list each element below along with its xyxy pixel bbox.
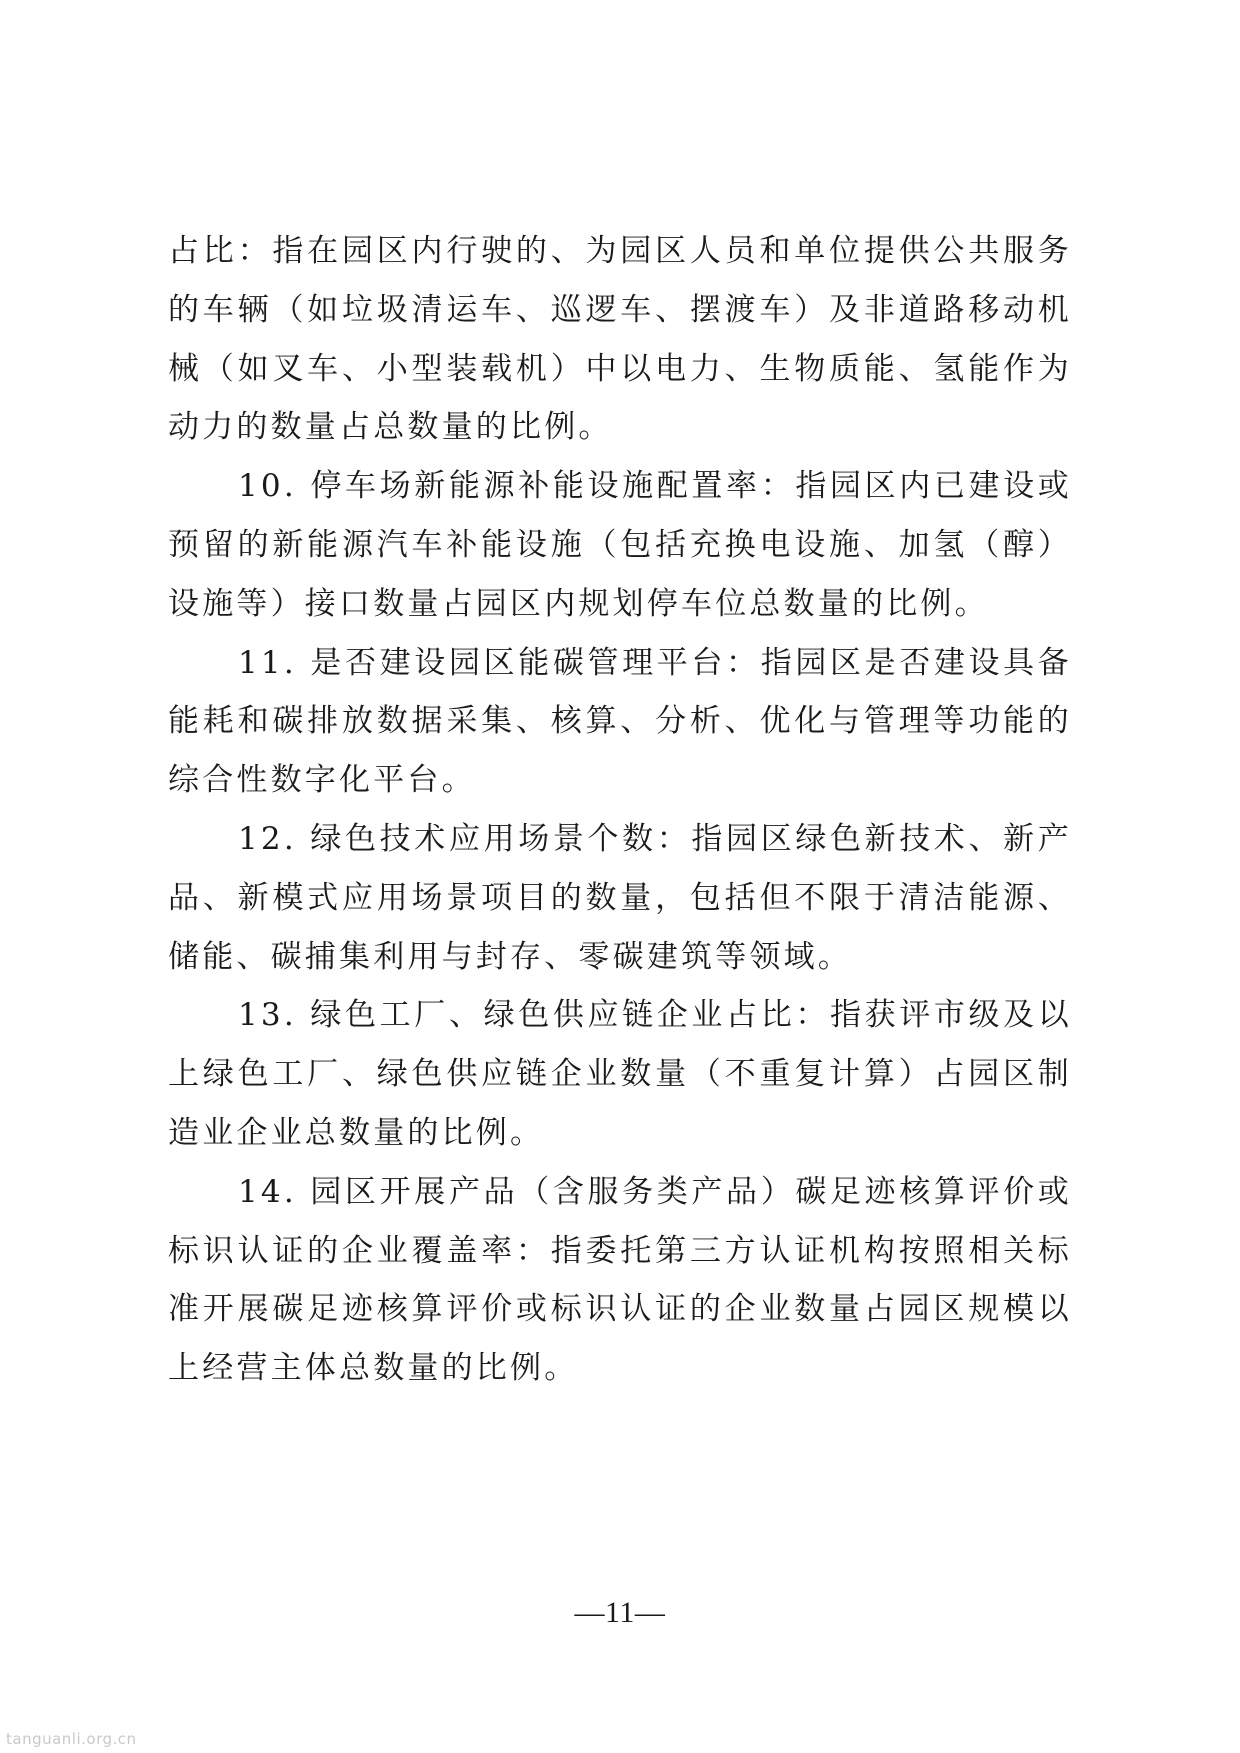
body-text [168, 222, 1072, 1398]
paragraph-item-10: 10. 停车场新能源补能设施配置率：指园区内已建设或预留的新能源汽车补能设施（包括充换电设施、加氢（醇）设施等）接口数量占园区内规划停车位总数量的比例。 [168, 468, 1072, 622]
paragraph-item-12: 12. 绿色技术应用场景个数：指园区绿色新技术、新产品、新模式应用场景项目的数量，包括但不限于清洁能源、储能、碳捕集利用与封存、零碳建筑等领域。 [168, 820, 1072, 975]
paragraph-item-14: 14. 园区开展产品（含服务类产品）碳足迹核算评价或标识认证的企业覆盖率：指委托第三方认证机构按照相关标准开展碳足迹核算评价或标识认证的企业数量占园区规模以上经营主体总数量的比例。 [168, 1173, 1072, 1387]
paragraph-item-13: 13. 绿色工厂、绿色供应链企业占比：指获评市级及以上绿色工厂、绿色供应链企业数量（不重复计算）占园区制造业企业总数量的比例。 [168, 997, 1072, 1151]
paragraph-continued: 占比：指在园区内行驶的、为园区人员和单位提供公共服务的车辆（如垃圾清运车、巡逻车、摆渡车）及非道路移动机械（如叉车、小型装载机）中以电力、生物质能、氢能作为动力的数量占总数量的比例。 [168, 233, 1072, 446]
page-number: —11— [574, 1596, 666, 1629]
watermark: tanguanli.org.cn [6, 1730, 137, 1748]
paragraph-item-11: 11. 是否建设园区能碳管理平台：指园区是否建设具备能耗和碳排放数据采集、核算、分析、优化与管理等功能的综合性数字化平台。 [168, 644, 1072, 799]
